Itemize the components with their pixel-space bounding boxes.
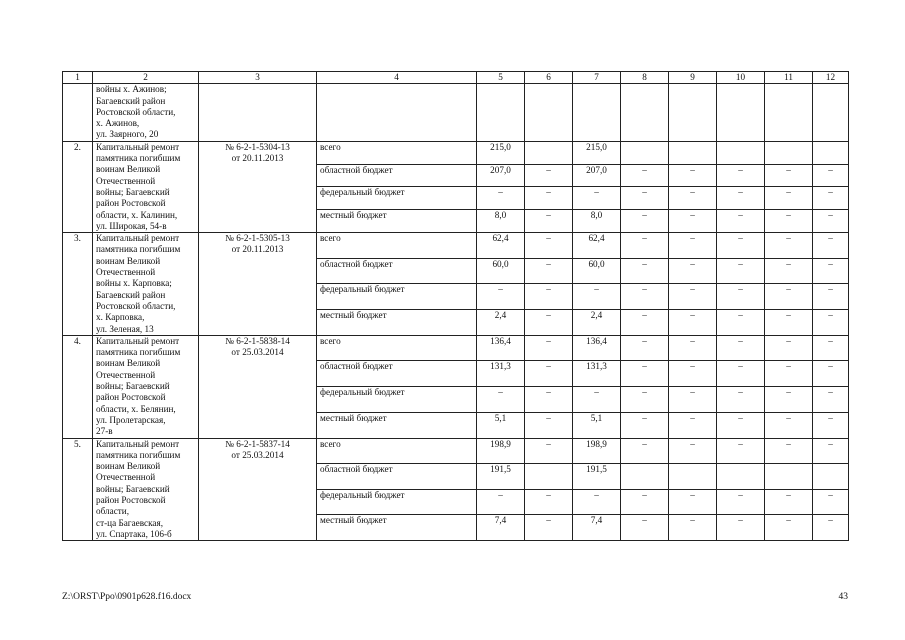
value-cell: – — [621, 187, 669, 210]
value-cell: – — [525, 310, 573, 336]
value-cell: – — [621, 310, 669, 336]
col-header: 1 — [63, 72, 93, 84]
value-cell: – — [525, 489, 573, 515]
value-cell: – — [813, 187, 849, 210]
value-cell: – — [813, 258, 849, 284]
value-cell: – — [621, 387, 669, 413]
value-cell: – — [765, 489, 813, 515]
column-number-row — [63, 72, 849, 84]
text-line: Багаевский район — [96, 95, 166, 106]
funding-source: федеральный бюджет — [317, 284, 477, 310]
value-cell: 136,4 — [477, 335, 525, 361]
value-cell — [765, 84, 813, 141]
value-cell: 8,0 — [573, 210, 621, 233]
value-cell: – — [717, 310, 765, 336]
col-header: 4 — [317, 72, 477, 84]
funding-source: всего — [317, 335, 477, 361]
col-header: 9 — [669, 72, 717, 84]
value-cell: – — [525, 187, 573, 210]
document-line: № 6-2-1-5837-14 — [225, 438, 290, 449]
file-path: Z:\ORST\Ppo\0901p628.f16.docx — [62, 592, 192, 602]
funding-source: областной бюджет — [317, 464, 477, 490]
value-cell: 7,4 — [573, 515, 621, 541]
document-line: № 6-2-1-5838-14 — [225, 335, 290, 346]
continued-row — [63, 84, 849, 141]
value-cell: – — [477, 187, 525, 210]
value-cell: – — [717, 335, 765, 361]
document-line: № 6-2-1-5304-13 — [225, 141, 290, 152]
text-line: воинам Великой — [96, 255, 161, 266]
value-cell: – — [621, 258, 669, 284]
value-cell: – — [573, 284, 621, 310]
value-cell: 136,4 — [573, 335, 621, 361]
value-cell: 191,5 — [573, 464, 621, 490]
value-cell: – — [669, 361, 717, 387]
value-cell: – — [765, 258, 813, 284]
value-cell: – — [813, 412, 849, 438]
funding-source: областной бюджет — [317, 361, 477, 387]
value-cell: – — [525, 412, 573, 438]
value-cell — [669, 84, 717, 141]
document-line: № 6-2-1-5305-13 — [225, 233, 290, 244]
value-cell — [717, 141, 765, 164]
source-cell — [317, 84, 477, 141]
value-cell — [669, 141, 717, 164]
value-cell: – — [669, 310, 717, 336]
col-header: 8 — [621, 72, 669, 84]
funding-source: местный бюджет — [317, 412, 477, 438]
text-line: войны х. Карповка; — [96, 278, 172, 289]
text-line: Ростовской области, — [96, 106, 176, 117]
text-line: памятника погибшим — [96, 347, 181, 358]
value-cell: – — [669, 210, 717, 233]
value-cell — [525, 464, 573, 490]
value-cell — [765, 464, 813, 490]
value-cell — [621, 84, 669, 141]
table-row — [63, 141, 849, 164]
text-line: район Ростовской — [96, 392, 166, 403]
value-cell: – — [477, 387, 525, 413]
value-cell: 198,9 — [477, 438, 525, 464]
value-cell: – — [717, 187, 765, 210]
text-line: памятника погибшим — [96, 244, 181, 255]
value-cell: – — [813, 489, 849, 515]
row-number — [63, 84, 93, 141]
object-name — [93, 141, 199, 232]
col-header: 6 — [525, 72, 573, 84]
funding-source: всего — [317, 438, 477, 464]
value-cell: – — [525, 284, 573, 310]
text-line: 27-в — [96, 426, 113, 437]
funding-source: федеральный бюджет — [317, 187, 477, 210]
funding-source: областной бюджет — [317, 258, 477, 284]
text-line: Капитальный ремонт — [96, 335, 180, 346]
value-cell: – — [525, 164, 573, 187]
value-cell: – — [765, 187, 813, 210]
text-line: ул. Заярного, 20 — [96, 129, 159, 140]
value-cell: – — [717, 284, 765, 310]
value-cell — [525, 141, 573, 164]
value-cell — [573, 84, 621, 141]
value-cell: 191,5 — [477, 464, 525, 490]
value-cell: – — [669, 284, 717, 310]
object-name — [93, 84, 199, 141]
value-cell: – — [669, 387, 717, 413]
value-cell: 5,1 — [477, 412, 525, 438]
value-cell: – — [525, 438, 573, 464]
value-cell: – — [621, 515, 669, 541]
value-cell: – — [765, 233, 813, 259]
value-cell: – — [765, 164, 813, 187]
value-cell — [477, 84, 525, 141]
document-cell — [199, 233, 317, 336]
funding-source: всего — [317, 233, 477, 259]
page-number: 43 — [838, 592, 848, 602]
value-cell — [669, 464, 717, 490]
value-cell — [813, 141, 849, 164]
value-cell: – — [813, 515, 849, 541]
col-header: 7 — [573, 72, 621, 84]
value-cell: 2,4 — [477, 310, 525, 336]
text-line: области, х. Калинин, — [96, 209, 178, 220]
row-number: 5. — [63, 438, 93, 541]
value-cell: – — [717, 515, 765, 541]
value-cell: – — [717, 258, 765, 284]
value-cell: – — [525, 258, 573, 284]
col-header: 10 — [717, 72, 765, 84]
document-line: от 25.03.2014 — [231, 347, 284, 358]
text-line: области, — [96, 506, 130, 517]
value-cell — [717, 84, 765, 141]
value-cell: – — [621, 489, 669, 515]
value-cell: – — [765, 284, 813, 310]
value-cell: – — [525, 515, 573, 541]
col-header: 3 — [199, 72, 317, 84]
value-cell: – — [717, 412, 765, 438]
value-cell: – — [573, 387, 621, 413]
value-cell: – — [717, 164, 765, 187]
funding-source: федеральный бюджет — [317, 489, 477, 515]
text-line: воинам Великой — [96, 358, 161, 369]
row-number: 3. — [63, 233, 93, 336]
value-cell: – — [717, 361, 765, 387]
value-cell: 131,3 — [573, 361, 621, 387]
row-number: 4. — [63, 335, 93, 438]
value-cell: 62,4 — [477, 233, 525, 259]
text-line: воинам Великой — [96, 164, 161, 175]
value-cell: 198,9 — [573, 438, 621, 464]
table-body — [63, 72, 849, 541]
text-line: район Ростовской — [96, 494, 166, 505]
value-cell: – — [765, 361, 813, 387]
document-line: от 20.11.2013 — [231, 244, 284, 255]
col-header: 12 — [813, 72, 849, 84]
budget-table — [62, 71, 849, 541]
col-header: 5 — [477, 72, 525, 84]
value-cell: – — [525, 210, 573, 233]
text-line: Багаевский район — [96, 289, 166, 300]
table-row — [63, 335, 849, 361]
value-cell: 60,0 — [477, 258, 525, 284]
text-line: Отечественной — [96, 472, 156, 483]
text-line: Ростовской области, — [96, 300, 176, 311]
value-cell: – — [525, 335, 573, 361]
text-line: ст-ца Багаевская, — [96, 517, 164, 528]
text-line: войны; Багаевский — [96, 186, 170, 197]
document-cell — [199, 335, 317, 438]
value-cell — [765, 141, 813, 164]
value-cell: – — [525, 387, 573, 413]
object-name — [93, 438, 199, 541]
value-cell: 131,3 — [477, 361, 525, 387]
value-cell: – — [717, 233, 765, 259]
text-line: ул. Широкая, 54-в — [96, 220, 167, 231]
value-cell: – — [621, 233, 669, 259]
text-line: воинам Великой — [96, 461, 161, 472]
value-cell — [621, 464, 669, 490]
value-cell: – — [477, 489, 525, 515]
value-cell: – — [621, 284, 669, 310]
funding-source: областной бюджет — [317, 164, 477, 187]
value-cell — [621, 141, 669, 164]
value-cell: 207,0 — [573, 164, 621, 187]
value-cell: – — [717, 489, 765, 515]
text-line: войны; Багаевский — [96, 381, 170, 392]
value-cell: 5,1 — [573, 412, 621, 438]
text-line: ул. Пролетарская, — [96, 414, 166, 425]
value-cell — [717, 464, 765, 490]
text-line: области, х. Белянин, — [96, 403, 176, 414]
funding-source: местный бюджет — [317, 210, 477, 233]
value-cell: – — [669, 187, 717, 210]
value-cell: – — [813, 335, 849, 361]
text-line: Капитальный ремонт — [96, 141, 180, 152]
table-row — [63, 233, 849, 259]
object-name — [93, 233, 199, 336]
text-line: Капитальный ремонт — [96, 438, 180, 449]
text-line: х. Ажинов, — [96, 118, 140, 129]
value-cell: – — [765, 412, 813, 438]
value-cell: 8,0 — [477, 210, 525, 233]
value-cell: – — [669, 412, 717, 438]
funding-source: всего — [317, 141, 477, 164]
text-line: х. Карповка, — [96, 312, 145, 323]
value-cell: 215,0 — [477, 141, 525, 164]
value-cell: 207,0 — [477, 164, 525, 187]
value-cell — [525, 84, 573, 141]
value-cell: – — [477, 284, 525, 310]
object-name — [93, 335, 199, 438]
text-line: памятника погибшим — [96, 449, 181, 460]
funding-source: федеральный бюджет — [317, 387, 477, 413]
value-cell: – — [669, 515, 717, 541]
row-number: 2. — [63, 141, 93, 232]
table-row — [63, 438, 849, 464]
value-cell: – — [525, 233, 573, 259]
document-cell — [199, 141, 317, 232]
value-cell: – — [765, 387, 813, 413]
value-cell: – — [765, 210, 813, 233]
value-cell: – — [813, 164, 849, 187]
value-cell: – — [621, 210, 669, 233]
value-cell: – — [669, 335, 717, 361]
text-line: Капитальный ремонт — [96, 233, 180, 244]
text-line: Отечественной — [96, 175, 156, 186]
value-cell: – — [621, 412, 669, 438]
value-cell: – — [813, 233, 849, 259]
value-cell — [813, 464, 849, 490]
value-cell: – — [669, 164, 717, 187]
text-line: памятника погибшим — [96, 153, 181, 164]
value-cell: – — [717, 438, 765, 464]
document-line: от 20.11.2013 — [231, 153, 284, 164]
value-cell: – — [621, 335, 669, 361]
value-cell: 60,0 — [573, 258, 621, 284]
value-cell: 215,0 — [573, 141, 621, 164]
value-cell: – — [813, 361, 849, 387]
text-line: район Ростовской — [96, 198, 166, 209]
value-cell: – — [669, 489, 717, 515]
text-line: Отечественной — [96, 267, 156, 278]
value-cell: – — [765, 335, 813, 361]
value-cell: – — [813, 284, 849, 310]
text-line: ул. Зеленая, 13 — [96, 323, 154, 334]
value-cell: – — [813, 210, 849, 233]
col-header: 2 — [93, 72, 199, 84]
value-cell: – — [765, 515, 813, 541]
value-cell: – — [621, 164, 669, 187]
value-cell: 62,4 — [573, 233, 621, 259]
col-header: 11 — [765, 72, 813, 84]
value-cell: – — [765, 438, 813, 464]
value-cell: – — [669, 258, 717, 284]
value-cell: 2,4 — [573, 310, 621, 336]
value-cell: – — [813, 438, 849, 464]
value-cell: – — [813, 387, 849, 413]
text-line: ул. Спартака, 106-б — [96, 528, 172, 539]
text-line: войны; Багаевский — [96, 483, 170, 494]
value-cell: – — [813, 310, 849, 336]
value-cell: – — [573, 187, 621, 210]
document-cell — [199, 84, 317, 141]
value-cell: 7,4 — [477, 515, 525, 541]
value-cell: – — [669, 438, 717, 464]
document-cell — [199, 438, 317, 541]
value-cell: – — [717, 387, 765, 413]
text-line: войны х. Ажинов; — [96, 84, 167, 95]
text-line: Отечественной — [96, 369, 156, 380]
value-cell — [813, 84, 849, 141]
funding-source: местный бюджет — [317, 310, 477, 336]
value-cell: – — [765, 310, 813, 336]
value-cell: – — [669, 233, 717, 259]
funding-source: местный бюджет — [317, 515, 477, 541]
value-cell: – — [573, 489, 621, 515]
value-cell: – — [621, 361, 669, 387]
value-cell: – — [717, 210, 765, 233]
value-cell: – — [525, 361, 573, 387]
value-cell: – — [621, 438, 669, 464]
document-line: от 25.03.2014 — [231, 449, 284, 460]
